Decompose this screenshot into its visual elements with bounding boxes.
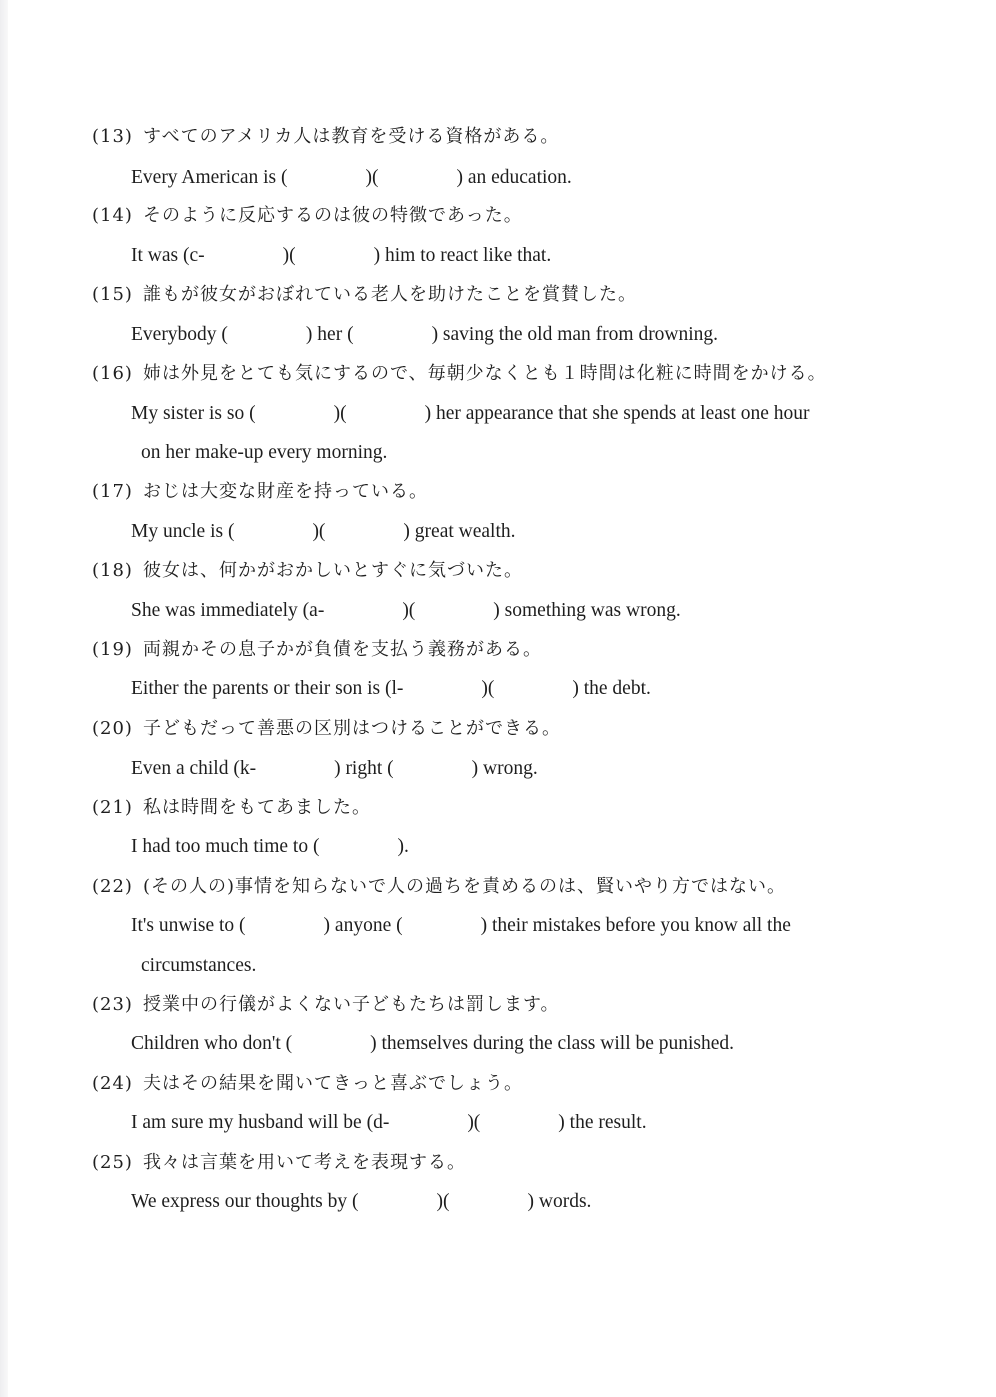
question-number: (24) (92, 1073, 133, 1094)
question-japanese-text: 彼女は、何かがおかしいとすぐに気づいた。 (142, 560, 523, 581)
question-japanese-text: 子どもだって善悪の区別はつけることができる。 (142, 718, 561, 739)
question-18-japanese (92, 557, 523, 585)
question-18-english: She was immediately (a- )( ) something was wrong. (131, 600, 681, 621)
question-number: (22) (92, 876, 133, 897)
question-japanese-text: 夫はその結果を聞いてきっと喜ぶでしょう。 (142, 1073, 523, 1094)
question-15-english: Everybody ( ) her ( ) saving the old man from drowning. (131, 324, 719, 345)
question-21-japanese (92, 794, 371, 822)
question-japanese-text: そのように反応するのは彼の特徴であった。 (142, 205, 523, 226)
question-number: (17) (92, 481, 133, 502)
question-22-english: It's unwise to ( ) anyone ( ) their mistakes before you know all the (131, 915, 791, 936)
question-number: (15) (92, 284, 133, 305)
question-16-english-continued: on her make-up every morning. (141, 442, 388, 463)
question-24-japanese (92, 1070, 523, 1098)
question-19-japanese (92, 636, 542, 664)
question-16-japanese (92, 360, 827, 388)
question-17-english: My uncle is ( )( ) great wealth. (131, 521, 516, 542)
question-13-english: Every American is ( )( ) an education. (131, 167, 572, 188)
question-japanese-text: 姉は外見をとても気にするので、毎朝少なくとも１時間は化粧に時間をかける。 (142, 363, 827, 384)
question-japanese-text: 両親かその息子かが負債を支払う義務がある。 (142, 639, 542, 660)
question-24-english: I am sure my husband will be (d- )( ) the result. (131, 1112, 647, 1133)
question-16-english: My sister is so ( )( ) her appearance that she spends at least one hour (131, 403, 810, 424)
question-17-japanese (92, 478, 428, 506)
question-25-english: We express our thoughts by ( )( ) words. (131, 1191, 592, 1212)
question-23-english: Children who don't ( ) themselves during the class will be punished. (131, 1033, 735, 1054)
question-14-english: It was (c- )( ) him to react like that. (131, 245, 552, 266)
question-25-japanese (92, 1149, 466, 1177)
question-number: (25) (92, 1152, 133, 1173)
question-20-japanese (92, 715, 561, 743)
question-japanese-text: 授業中の行儀がよくない子どもたちは罰します。 (142, 994, 560, 1015)
question-20-english: Even a child (k- ) right ( ) wrong. (131, 758, 538, 779)
question-japanese-text: おじは大変な財産を持っている。 (142, 481, 428, 502)
question-23-japanese (92, 991, 560, 1019)
question-japanese-text: 誰もが彼女がおぼれている老人を助けたことを賞賛した。 (142, 284, 637, 305)
question-14-japanese (92, 202, 523, 230)
question-22-japanese (92, 873, 786, 901)
question-number: (16) (92, 363, 133, 384)
question-japanese-text: 私は時間をもてあました。 (142, 797, 371, 818)
question-19-english: Either the parents or their son is (l- )( ) the debt. (131, 678, 651, 699)
question-number: (18) (92, 560, 133, 581)
question-number: (21) (92, 797, 133, 818)
question-japanese-text: (その人の)事情を知らないで人の過ちを責めるのは、賢いやり方ではない。 (142, 876, 786, 897)
question-13-japanese (92, 123, 559, 151)
question-15-japanese (92, 281, 637, 309)
question-number: (23) (92, 994, 133, 1015)
question-21-english: I had too much time to ( ). (131, 836, 409, 857)
question-japanese-text: 我々は言葉を用いて考えを表現する。 (142, 1152, 466, 1173)
question-number: (13) (92, 126, 133, 147)
question-japanese-text: すべてのアメリカ人は教育を受ける資格がある。 (142, 126, 560, 147)
question-number: (20) (92, 718, 133, 739)
question-22-english-continued: circumstances. (141, 955, 257, 976)
question-number: (19) (92, 639, 133, 660)
question-number: (14) (92, 205, 133, 226)
